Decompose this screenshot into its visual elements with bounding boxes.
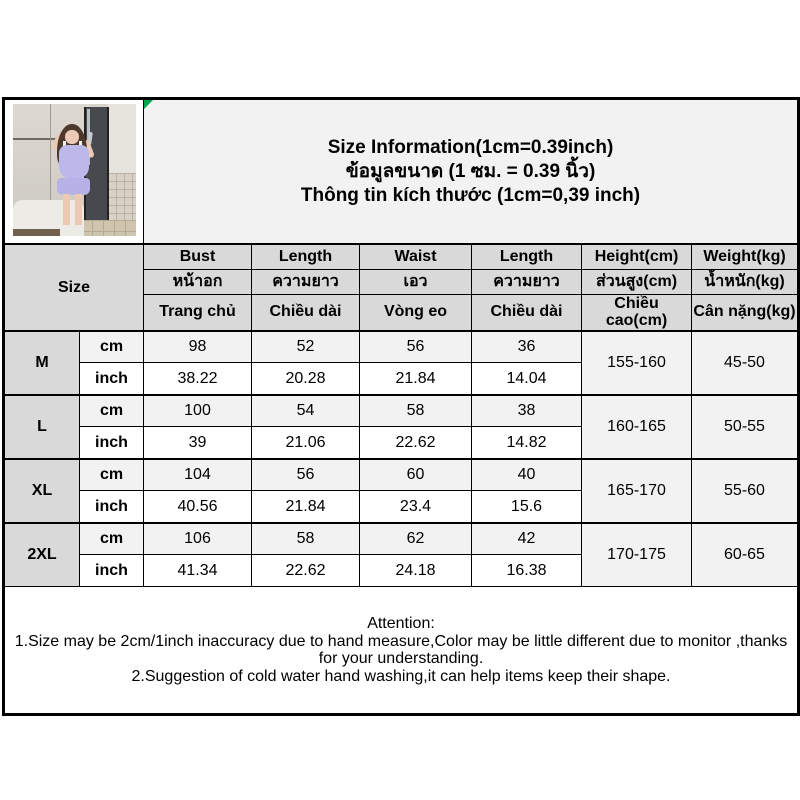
attention-heading: Attention: <box>367 615 435 632</box>
col-header-length-vi: Chiều dài <box>252 294 360 331</box>
model-face <box>65 130 79 143</box>
col-header-weight-en: Weight(kg) <box>692 244 799 269</box>
value-cell: 16.38 <box>472 555 582 587</box>
value-cell: 100 <box>144 395 252 427</box>
weight-range: 60-65 <box>692 523 799 587</box>
value-cell: 98 <box>144 331 252 363</box>
value-cell: 38.22 <box>144 363 252 395</box>
size-chart-table <box>2 97 800 716</box>
value-cell: 56 <box>360 331 472 363</box>
size-label-xl: XL <box>4 459 80 523</box>
value-cell: 60 <box>360 459 472 491</box>
value-cell: 41.34 <box>144 555 252 587</box>
product-photo <box>5 100 143 243</box>
col-header-height-en: Height(cm) <box>582 244 692 269</box>
value-cell: 40.56 <box>144 491 252 523</box>
model-leg-left <box>63 194 70 226</box>
weight-range: 50-55 <box>692 395 799 459</box>
value-cell: 56 <box>252 459 360 491</box>
table-row <box>4 331 799 363</box>
value-cell: 14.04 <box>472 363 582 395</box>
value-cell: 21.84 <box>252 491 360 523</box>
title-english: Size Information(1cm=0.39inch) <box>327 136 614 158</box>
size-label-m: M <box>4 331 80 395</box>
table-row <box>4 459 799 491</box>
col-header-bust-en: Bust <box>144 244 252 269</box>
value-cell: 22.62 <box>252 555 360 587</box>
height-range: 160-165 <box>582 395 692 459</box>
attention-line-2: 2.Suggestion of cold water hand washing,it can help items keep their shape. <box>131 667 671 685</box>
col-header-length2-vi: Chiều dài <box>472 294 582 331</box>
tile-floor <box>81 220 136 236</box>
photo-scene <box>13 104 136 236</box>
height-range: 170-175 <box>582 523 692 587</box>
unit-label: inch <box>80 427 144 459</box>
table-row <box>4 523 799 555</box>
height-range: 155-160 <box>582 331 692 395</box>
value-cell: 106 <box>144 523 252 555</box>
col-header-height-vi: Chiều cao(cm) <box>582 294 692 331</box>
unit-label: cm <box>80 331 144 363</box>
value-cell: 14.82 <box>472 427 582 459</box>
value-cell: 58 <box>252 523 360 555</box>
title-vietnamese: Thông tin kích thước (1cm=0,39 inch) <box>300 184 641 206</box>
value-cell: 36 <box>472 331 582 363</box>
model-leg-right <box>75 194 82 226</box>
value-cell: 15.6 <box>472 491 582 523</box>
col-header-weight-vi: Cân nặng(kg) <box>692 294 799 331</box>
value-cell: 40 <box>472 459 582 491</box>
attention-note <box>4 587 799 715</box>
height-range: 165-170 <box>582 459 692 523</box>
title-cell <box>144 99 799 245</box>
size-header: Size <box>4 244 144 331</box>
col-header-length2-en: Length <box>472 244 582 269</box>
weight-range: 45-50 <box>692 331 799 395</box>
cell-error-marker-icon <box>144 100 153 109</box>
value-cell: 58 <box>360 395 472 427</box>
col-header-length-th: ความยาว <box>252 269 360 294</box>
value-cell: 22.62 <box>360 427 472 459</box>
table-row <box>4 395 799 427</box>
col-header-bust-th: หน้าอก <box>144 269 252 294</box>
value-cell: 42 <box>472 523 582 555</box>
title-thai: ข้อมูลขนาด (1 ซม. = 0.39 นิ้ว) <box>345 160 596 182</box>
product-photo-cell <box>4 99 144 245</box>
pajama-shorts <box>57 178 90 195</box>
unit-label: inch <box>80 491 144 523</box>
col-header-length-en: Length <box>252 244 360 269</box>
value-cell: 20.28 <box>252 363 360 395</box>
unit-label: inch <box>80 363 144 395</box>
col-header-waist-th: เอว <box>360 269 472 294</box>
unit-label: cm <box>80 459 144 491</box>
unit-label: cm <box>80 395 144 427</box>
bed-shadow <box>13 229 60 236</box>
attention-line-1: 1.Size may be 2cm/1inch inaccuracy due to hand measure,Color may be little different due to monitor ,thanks for your understanding. <box>14 632 788 668</box>
unit-label: cm <box>80 523 144 555</box>
value-cell: 23.4 <box>360 491 472 523</box>
wall-tiles <box>108 173 136 221</box>
col-header-waist-en: Waist <box>360 244 472 269</box>
value-cell: 104 <box>144 459 252 491</box>
value-cell: 39 <box>144 427 252 459</box>
col-header-height-th: ส่วนสูง(cm) <box>582 269 692 294</box>
col-header-bust-vi: Trang chủ <box>144 294 252 331</box>
value-cell: 62 <box>360 523 472 555</box>
col-header-waist-vi: Vòng eo <box>360 294 472 331</box>
value-cell: 24.18 <box>360 555 472 587</box>
unit-label: inch <box>80 555 144 587</box>
col-header-length2-th: ความยาว <box>472 269 582 294</box>
size-label-l: L <box>4 395 80 459</box>
value-cell: 21.06 <box>252 427 360 459</box>
value-cell: 38 <box>472 395 582 427</box>
value-cell: 21.84 <box>360 363 472 395</box>
size-label-2xl: 2XL <box>4 523 80 587</box>
value-cell: 54 <box>252 395 360 427</box>
value-cell: 52 <box>252 331 360 363</box>
col-header-weight-th: น้ำหนัก(kg) <box>692 269 799 294</box>
pajama-top <box>59 145 90 179</box>
weight-range: 55-60 <box>692 459 799 523</box>
